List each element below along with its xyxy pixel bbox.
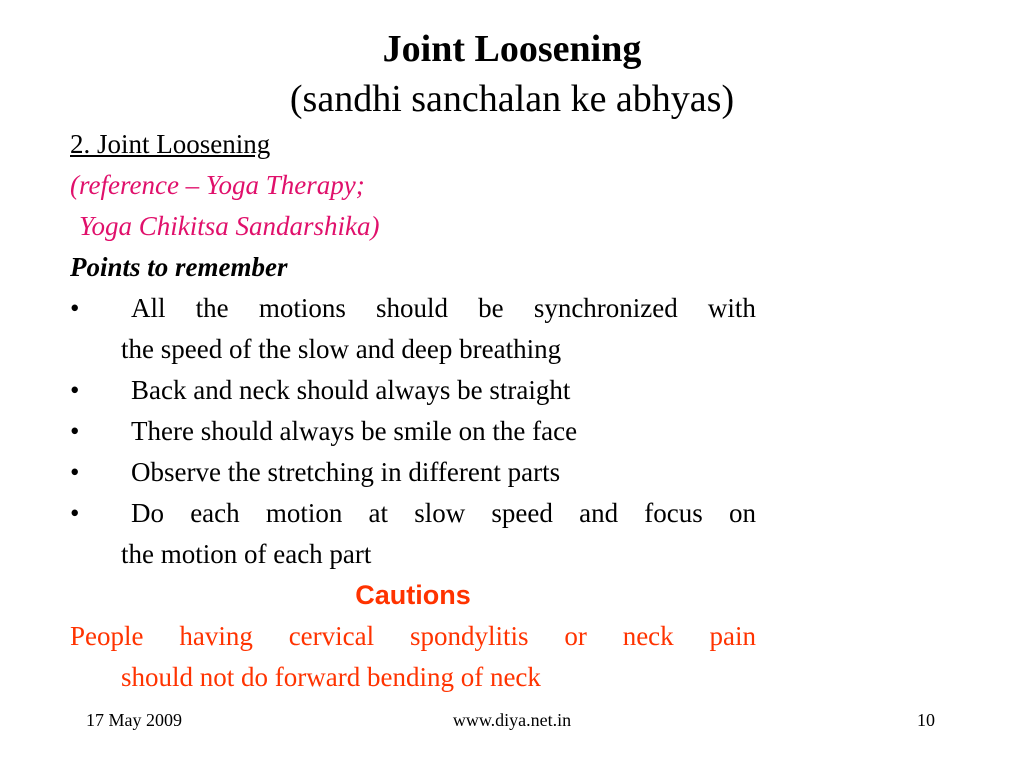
word: Do — [131, 498, 164, 528]
word: on — [728, 498, 756, 528]
word: synchronized — [533, 293, 678, 323]
caution-line-1 — [70, 616, 756, 657]
points-heading: Points to remember — [70, 252, 288, 282]
slide-subtitle: (sandhi sanchalan ke abhyas) — [289, 78, 735, 120]
reference-line-2: Yoga Chikitsa Sandarshika) — [79, 211, 380, 241]
bullet-text: Back and neck should always be straight — [131, 375, 571, 405]
section-heading: 2. Joint Loosening — [70, 129, 271, 159]
bullet-marker: • — [70, 293, 80, 323]
bullet-text: Observe the stretching in different parts — [131, 457, 561, 487]
word: should — [376, 293, 449, 323]
caution-line-2: should not do forward bending of neck — [121, 662, 541, 692]
slide-body — [70, 124, 756, 698]
slide-title: Joint Loosening — [382, 28, 642, 70]
word: the — [195, 293, 229, 323]
word: be — [478, 293, 504, 323]
bullet-text: There should always be smile on the face — [131, 416, 578, 446]
bullet-item — [70, 411, 756, 452]
footer-date: 17 May 2009 — [86, 710, 182, 730]
word: and — [579, 498, 619, 528]
bullet-line-1 — [70, 493, 756, 534]
word: cervical — [288, 621, 375, 651]
word: motions — [258, 293, 346, 323]
word: speed — [491, 498, 553, 528]
bullet-line-2: the motion of each part — [121, 539, 372, 569]
word: spondylitis — [409, 621, 529, 651]
reference-line-1: (reference – Yoga Therapy; — [70, 170, 365, 200]
word: neck — [622, 621, 674, 651]
word: All — [131, 293, 166, 323]
word: with — [707, 293, 756, 323]
word: having — [179, 621, 253, 651]
cautions-heading: Cautions — [355, 580, 471, 610]
word: motion — [265, 498, 343, 528]
footer-url: www.diya.net.in — [452, 710, 572, 730]
bullet-marker: • — [70, 457, 80, 487]
word: or — [564, 621, 587, 651]
bullet-marker: • — [70, 375, 80, 405]
word: pain — [709, 621, 756, 651]
bullet-words — [131, 288, 756, 329]
word: at — [368, 498, 389, 528]
caution-text — [70, 616, 756, 698]
word: People — [70, 621, 144, 651]
bullet-words — [131, 493, 756, 534]
bullet-line-2: the speed of the slow and deep breathing — [121, 334, 562, 364]
bullet-item — [70, 288, 756, 370]
bullet-marker: • — [70, 416, 80, 446]
bullet-line-1 — [70, 288, 756, 329]
bullet-item — [70, 370, 756, 411]
word: each — [190, 498, 240, 528]
footer-page-number: 10 — [917, 710, 935, 730]
bullet-item — [70, 452, 756, 493]
bullet-marker: • — [70, 498, 80, 528]
word: slow — [414, 498, 466, 528]
bullet-item — [70, 493, 756, 575]
word: focus — [644, 498, 703, 528]
